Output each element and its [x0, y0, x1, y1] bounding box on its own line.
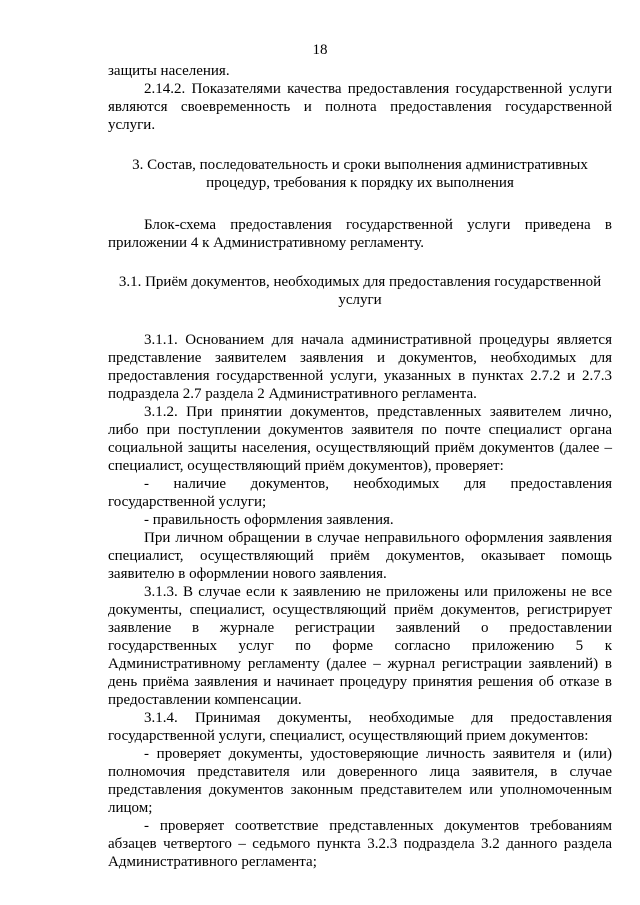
- list-item-identity-check: - проверяет документы, удостоверяющие личность заявителя и (или) полномочия представителя или доверенного лица заявителя, в случае представления документов законным представителем или уполномоченным лицом;: [108, 746, 612, 816]
- list-item-requirements-check: - проверяет соответствие представленных документов требованиям абзацев четвертого – седьмого пункта 3.2.3 подраздела 3.2 данного раздела Административного регламента;: [108, 818, 612, 870]
- list-item-form-check: - правильность оформления заявления.: [144, 512, 394, 528]
- paragraph-3-1-4: 3.1.4. Принимая документы, необходимые для предоставления государственной услуги, специалист, осуществляющий прием документов:: [108, 710, 612, 744]
- paragraph-3-1-1: 3.1.1. Основанием для начала административной процедуры является представление заявителем заявления и документов, необходимых для предоставления государственной услуги, указанных в пунктах 2.7.2 и 2.7.3 подраздела 2.7 раздела 2 Административного регламента.: [108, 332, 612, 402]
- paragraph-personal-appeal: При личном обращении в случае неправильного оформления заявления специалист, осуществляющий приём документов, оказывает помощь заявителю в оформлении нового заявления.: [108, 530, 612, 582]
- section-3-intro: Блок-схема предоставления государственной услуги приведена в приложении 4 к Административному регламенту.: [108, 217, 612, 251]
- paragraph-continuation: защиты населения.: [108, 63, 230, 79]
- document-body: [108, 62, 612, 871]
- paragraph-3-1-3: 3.1.3. В случае если к заявлению не приложены или приложены не все документы, специалист, осуществляющий приём документов, регистрирует заявление в журнале регистрации заявлений о предоставлении государственных услуг по форме согласно приложению 5 к Административному регламенту (далее – журнал регистрации заявлений) в день приёма заявления и начинает процедуру принятия решения об отказе в предоставлении компенсации.: [108, 584, 612, 708]
- section-3-heading: 3. Состав, последовательность и сроки выполнения административных процедур, требования к порядку их выполнения: [132, 157, 588, 191]
- section-3-1-heading: 3.1. Приём документов, необходимых для предоставления государственной услуги: [118, 274, 602, 308]
- paragraph-2-14-2: 2.14.2. Показателями качества предоставления государственной услуги являются своевременность и полнота предоставления государственной услуги.: [108, 81, 612, 133]
- page-number: 18: [312, 42, 328, 58]
- paragraph-3-1-2: 3.1.2. При принятии документов, представленных заявителем лично, либо при поступлении документов заявителя по почте специалист органа социальной защиты населения, осуществляющий приём документов (далее – специалист, осуществляющий приём документов), проверяет:: [108, 404, 612, 474]
- list-item-documents: - наличие документов, необходимых для предоставления государственной услуги;: [108, 476, 612, 510]
